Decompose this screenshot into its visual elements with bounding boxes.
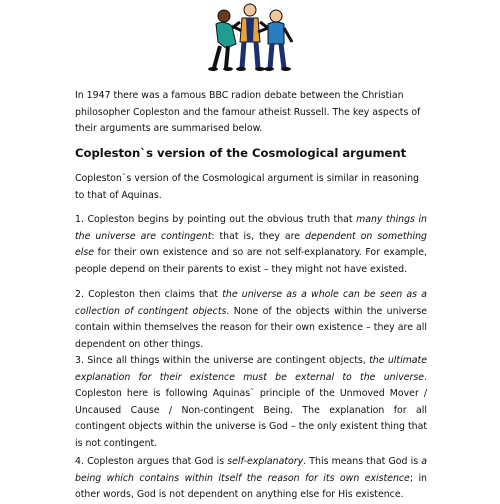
point-1-emphasis: many things in the universe are contingent xyxy=(75,214,427,242)
point-2-paragraph xyxy=(75,287,427,353)
left-person-figure xyxy=(208,10,244,71)
point-1-text-2: : that is, they are xyxy=(211,230,305,242)
point-1-text: 1. Copleston begins by pointing out the obvious truth that xyxy=(75,214,357,225)
section-heading: Copleston`s version of the Cosmological argument xyxy=(75,146,407,160)
point-4-text: 4. Copleston argues that God is xyxy=(75,456,228,467)
point-2-emphasis: the universe as a whole can be seen as a collection of contingent objects xyxy=(75,289,427,317)
point-1-paragraph xyxy=(75,212,427,278)
middle-person-figure xyxy=(232,4,268,71)
point-3-text-2: . Copleston here is following Aquinas` principle of the Unmoved Mover / Uncaused Cause / Non-contingent Being. The explanation for all contingent objects within the universe is God – the only existent thing that is not contingent. xyxy=(75,371,427,449)
point-4-text-3: ; in other words, God is not dependent on anything else for His existence. xyxy=(75,472,427,501)
point-4-emphasis-2: a being which contains within itself the reason for its own existence xyxy=(75,456,427,484)
point-4-emphasis: self-explanatory xyxy=(227,456,304,467)
intro-paragraph: In 1947 there was a famous BBC radion debate between the Christian philosopher Copleston and the famour atheist Russell. The key aspects of their arguments are summarised below. xyxy=(75,90,421,135)
point-4-paragraph xyxy=(75,454,427,504)
arguing-people-clipart-icon xyxy=(204,2,296,72)
point-2-text: 2. Copleston then claims that xyxy=(75,289,223,300)
point-3-emphasis: the ultimate explanation for their existence must be external to the universe xyxy=(75,355,427,383)
point-3-text: 3. Since all things within the universe are contingent objects, xyxy=(75,355,370,366)
lead-paragraph: Copleston`s version of the Cosmological argument is similar in reasoning to that of Aquinas. xyxy=(75,173,419,201)
point-3-paragraph xyxy=(75,353,427,453)
point-1-text-3: for their own existence and so are not self-explanatory. For example, people depend on their parents to exist – they might not have existed. xyxy=(75,247,427,275)
point-4-text-2: . This means that God is xyxy=(303,456,422,467)
point-2-text-2: . None of the objects within the universe contain within themselves the reason for their own existence – they are all dependent on other things. xyxy=(75,305,427,350)
right-person-figure xyxy=(258,10,292,71)
point-1-emphasis-2: dependent on something else xyxy=(75,230,427,259)
